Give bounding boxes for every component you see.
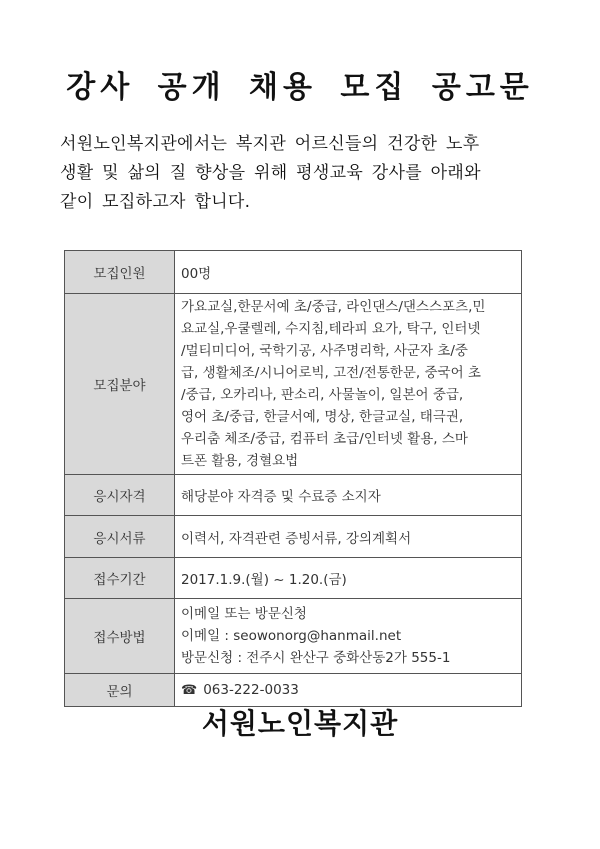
table-row-recruit [65, 251, 522, 294]
method-visit-line: 방문신청 : 전주시 완산구 중화산동2가 555-1 [181, 650, 451, 666]
table-row-field [65, 294, 522, 475]
recruit-value: 00명 [175, 251, 522, 294]
qualification-value: 해당분야 자격증 및 수료증 소지자 [175, 475, 522, 516]
organization-name: 서원노인복지관 [201, 707, 399, 740]
recruitment-info-table [64, 250, 522, 707]
table-row-period [65, 558, 522, 599]
method-value [175, 599, 522, 674]
field-line: 급, 생활체조/시니어로빅, 고전/전통한문, 중국어 초 [181, 365, 481, 381]
period-value: 2017.1.9.(월) ~ 1.20.(금) [175, 558, 522, 599]
field-line: 가요교실,한문서예 초/중급, 라인댄스/댄스스포츠,민 [181, 299, 486, 315]
table-row-documents [65, 516, 522, 558]
recruit-label: 모집인원 [65, 251, 175, 294]
period-label: 접수기간 [65, 558, 175, 599]
method-label: 접수방법 [65, 599, 175, 674]
intro-line: 같이 모집하고자 합니다. [60, 192, 251, 212]
contact-label: 문의 [65, 674, 175, 707]
field-line: 요교실,우쿨렐레, 수지침,테라피 요가, 탁구, 인터넷 [181, 321, 481, 337]
field-line: 우리춤 체조/중급, 컴퓨터 초급/인터넷 활용, 스마 [181, 431, 468, 447]
field-line: /멀티미디어, 국학기공, 사주명리학, 사군자 초/중 [181, 343, 468, 359]
field-line: 영어 초/중급, 한글서예, 명상, 한글교실, 태극권, [181, 409, 464, 425]
phone-icon: ☎ [181, 683, 198, 698]
intro-line: 서원노인복지관에서는 복지관 어르신들의 건강한 노후 [60, 134, 480, 154]
table-row-method [65, 599, 522, 674]
qualification-label: 응시자격 [65, 475, 175, 516]
contact-phone: 063-222-0033 [203, 682, 299, 698]
method-line: 이메일 또는 방문신청 [181, 606, 307, 622]
method-email-line: 이메일 : seowonorg@hanmail.net [181, 628, 402, 644]
documents-value: 이력서, 자격관련 증빙서류, 강의계획서 [175, 516, 522, 558]
table-row-qualification [65, 475, 522, 516]
intro-paragraph [60, 130, 540, 217]
field-value [175, 294, 522, 475]
page-title: 강사 공개 채용 모집 공고문 [66, 70, 534, 105]
documents-label: 응시서류 [65, 516, 175, 558]
field-label: 모집분야 [65, 294, 175, 475]
intro-line: 생활 및 삶의 질 향상을 위해 평생교육 강사를 아래와 [60, 163, 481, 183]
field-line: 트폰 활용, 경혈요법 [181, 453, 299, 469]
field-line: /중급, 오카리나, 판소리, 사물놀이, 일본어 중급, [181, 387, 464, 403]
